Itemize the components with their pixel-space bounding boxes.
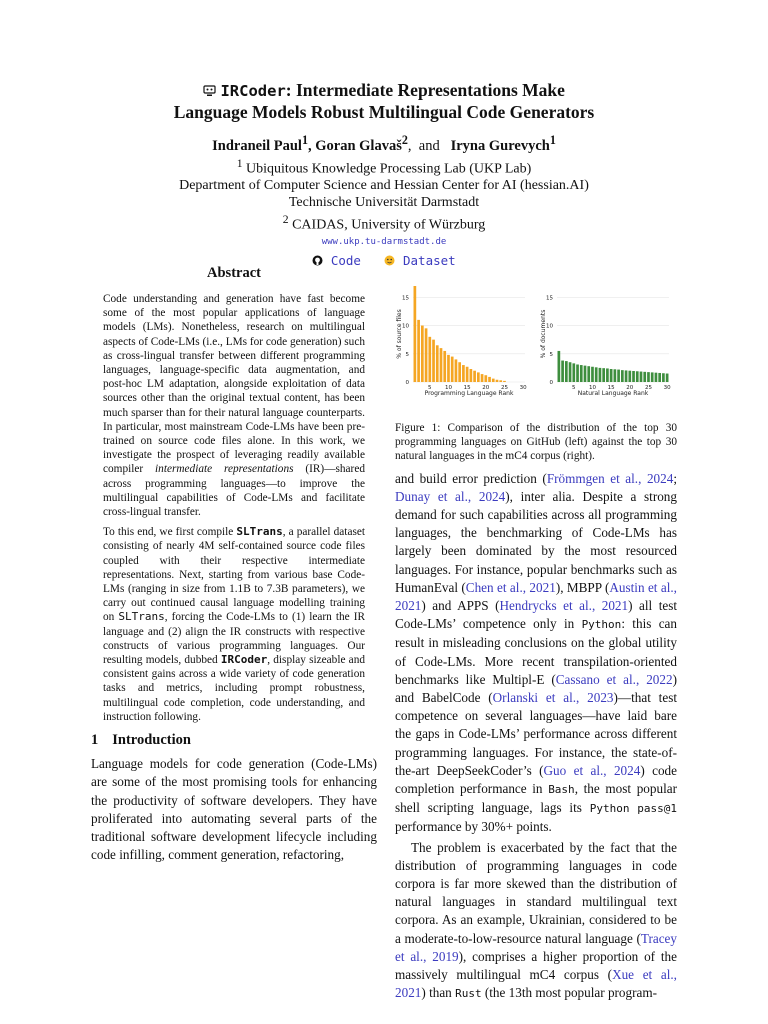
- bar: [496, 380, 499, 382]
- bar: [643, 372, 646, 382]
- x-tick-label: 15: [607, 385, 615, 391]
- y-axis-label: % of documents: [540, 309, 547, 359]
- paper-header: [0, 80, 768, 268]
- text-run: ) and APPS (: [421, 598, 500, 614]
- y-tick-label: 5: [405, 351, 409, 358]
- left-column: [91, 265, 377, 864]
- bar: [503, 381, 506, 382]
- bar: [417, 320, 420, 382]
- author-sup: 1: [549, 133, 556, 147]
- bar: [436, 345, 439, 382]
- text-run: ) all test Code-LMs’ competence only in: [395, 598, 678, 632]
- bar: [432, 340, 435, 382]
- author-sep: , and: [407, 137, 447, 154]
- dataset-name: SLTrans: [236, 525, 283, 539]
- dataset-link-label: Dataset: [403, 253, 456, 269]
- text-run: )—that test competence on several languages—have laid bare the gaps in Code-LMs’ performance across different programming languages. For instance, the state-of-the-art DeepSeekCoder’s (: [395, 690, 677, 778]
- bar: [640, 372, 643, 382]
- title-line1: : Intermediate Representations Make: [285, 80, 565, 100]
- abstract-paragraph-1: [103, 292, 365, 519]
- bar: [599, 368, 602, 382]
- affiliation-3: Technische Universität Darmstadt: [288, 195, 480, 211]
- y-tick-label: 0: [405, 380, 409, 386]
- text-run: ), MBPP (: [555, 579, 610, 595]
- bar: [425, 328, 428, 382]
- bar: [602, 368, 605, 382]
- bar: [492, 379, 495, 382]
- model-name: IRCoder: [220, 653, 268, 667]
- abstract-paragraph-2: [103, 525, 365, 724]
- text-run: (IR)—shared across programming languages—to improve the multilingual capabilities of Code-LMs and facilitate cross-lingual transfer.: [103, 463, 365, 519]
- text-run: ), inter alia. Despite a strong demand for such capabilities across all programming languages, the benchmarking of Code-LMs has largely been dominated by the most resourced languages. For instance, popular benchmarks such as HumanEval (: [395, 488, 677, 595]
- bar: [647, 372, 650, 382]
- affil-text: Ubiquitous Knowledge Processing Lab (UKP Lab): [242, 161, 532, 177]
- text-run: : this can result in misleading conclusions on the global utility of Code-LMs. More recent transpilation-oriented benchmarks like Multipl-E (: [395, 616, 677, 687]
- bar: [565, 361, 568, 382]
- bar: [587, 366, 590, 382]
- text-run: The problem is exacerbated by the fact that the distribution of programming languages in code corpora is far more skewed than the distribution of natural languages in standard multilingual text corpora. As an example, Ukrainian, considered to be a moderate-to-low-resource natural language (: [395, 839, 677, 946]
- author-name: Iryna Gurevych: [450, 137, 550, 154]
- citation-link[interactable]: Tracey et al., 2019: [395, 930, 677, 964]
- text-run: , a parallel dataset consisting of nearly 4M self-contained source code files coupled with their respective intermediate representations. Next, starting from various base Code-LMs (ranging in size from 1.1B to 7.3B parameters), we carry out continued causal language modelling training on: [103, 526, 366, 624]
- bar: [477, 372, 480, 382]
- affil-sup: 2: [282, 213, 289, 227]
- y-tick-label: 15: [402, 295, 409, 302]
- x-tick-label: 5: [428, 385, 432, 391]
- hugging-face-icon: [384, 253, 403, 268]
- bar: [470, 369, 473, 382]
- lab-url-link[interactable]: www.ukp.tu-darmstadt.de: [321, 237, 447, 248]
- text-run: ) code completion performance in: [395, 762, 677, 797]
- text-run: ;: [673, 470, 677, 486]
- bar: [561, 361, 564, 382]
- bar: [591, 367, 594, 382]
- citation-link[interactable]: Chen et al., 2021: [465, 579, 556, 595]
- bar: [443, 351, 446, 382]
- author-list: [0, 131, 768, 155]
- chart-natural-languages: [540, 295, 671, 397]
- bar: [481, 374, 484, 382]
- text-run-italic: intermediate representations: [155, 463, 294, 476]
- bar: [651, 372, 654, 382]
- dataset-name: SLTrans: [118, 610, 165, 624]
- author-sup: 2: [401, 133, 408, 147]
- bar: [662, 373, 665, 382]
- bar: [606, 368, 609, 382]
- y-axis-label: % of source files: [396, 309, 403, 359]
- chart-programming-languages: [396, 286, 527, 397]
- bar: [628, 371, 631, 382]
- bar: [655, 373, 658, 382]
- author-name: Indraneil Paul: [212, 137, 302, 154]
- bar: [584, 366, 587, 382]
- affiliation-1: [0, 155, 768, 178]
- right-column: [395, 278, 677, 1004]
- x-tick-label: 25: [500, 385, 508, 391]
- y-tick-label: 10: [402, 323, 409, 330]
- section-number: 1: [91, 732, 99, 749]
- code-term: Bash: [548, 783, 575, 797]
- bar: [484, 375, 487, 382]
- bar: [576, 364, 579, 382]
- author-name: Goran Glavaš: [315, 137, 402, 154]
- bar: [614, 369, 617, 382]
- intro-paragraph-1: Language models for code generation (Code-LMs) are some of the most promising tools for enhancing the productivity of software developers. They have proliferated into automating several parts of the traditional software development lifecycle including code infilling, comment generation, refactoring,: [91, 756, 377, 863]
- text-run: , forcing the Code-LMs to (1) learn the IR language and (2) align the IR constructs with respective constructs of various programming languages. Our resulting models, dubbed: [103, 611, 365, 667]
- text-run: Code understanding and generation have fast become some of the most popular applications of language models (LMs). Nonetheless, research on multilingual aspects of Code-LMs (i.e., LMs for code generation) such as cross-lingual transfer between different programming languages, language-specific data augmentation, and post-hoc LM adaptation, alongside exploitation of data sources other than the original textual content, has been much sparser than for their natural language counterparts. In particular, most mainstream Code-LMs have been pre-trained on source code files alone. In this work, we investigate the prospect of leveraging readily available compiler: [103, 293, 365, 476]
- citation-link[interactable]: Guo et al., 2024: [543, 762, 641, 778]
- citation-link[interactable]: Xue et al., 2021: [395, 967, 677, 1001]
- right-body: [395, 470, 677, 1004]
- text-run: ), comprises a higher proportion of the massively multilingual mC4 corpus (: [395, 948, 677, 983]
- bar: [658, 373, 661, 382]
- affiliation-2: Department of Computer Science and Hessian Center for AI (hessian.AI): [179, 178, 589, 194]
- section-title: Introduction: [112, 732, 191, 749]
- bar: [621, 370, 624, 382]
- bar: [595, 367, 598, 382]
- figure-1-charts: [395, 278, 677, 400]
- text-run: and build error prediction (: [395, 470, 547, 486]
- x-tick-label: 15: [463, 385, 471, 391]
- y-tick-label: 10: [546, 323, 553, 330]
- bar: [421, 326, 424, 382]
- bar: [488, 377, 491, 382]
- bar: [455, 359, 458, 382]
- author-sep: ,: [308, 137, 316, 154]
- citation-link[interactable]: Orlanski et al., 2023: [492, 690, 614, 706]
- computer-icon: [203, 80, 220, 100]
- abstract-body: [91, 292, 377, 724]
- code-link-label: Code: [330, 253, 361, 269]
- bar: [666, 374, 669, 382]
- citation-link[interactable]: Hendrycks et al., 2021: [499, 598, 629, 614]
- x-tick-label: 10: [588, 385, 596, 391]
- bar: [572, 363, 575, 382]
- bar: [440, 348, 443, 382]
- paper-title: [0, 80, 768, 123]
- bar: [428, 337, 431, 382]
- text-run: ) and BabelCode (: [395, 671, 677, 706]
- text-run: , the most popular shell scripting language, lags its: [395, 781, 677, 816]
- bar: [580, 365, 583, 382]
- bar: [499, 380, 502, 382]
- dataset-link[interactable]: [384, 253, 455, 268]
- author-sup: 1: [301, 133, 308, 147]
- bar: [466, 367, 469, 382]
- bar: [451, 357, 454, 382]
- bar: [458, 362, 461, 382]
- section-heading-introduction: [91, 732, 377, 749]
- bar: [617, 370, 620, 382]
- bar: [625, 370, 628, 382]
- x-tick-label: 5: [572, 385, 576, 391]
- y-tick-label: 15: [546, 295, 553, 302]
- text-run: ) than: [421, 985, 456, 1001]
- y-tick-label: 0: [549, 380, 553, 386]
- x-tick-label: 25: [644, 385, 652, 391]
- citation-link[interactable]: Frömmgen et al., 2024: [546, 470, 674, 486]
- bar: [558, 351, 561, 382]
- text-run: , display sizeable and consistent gains across a wide variety of code generation tasks and metrics, including prompt robustness, multilingual code completion, code understanding, and instruction following.: [103, 654, 365, 723]
- bar: [447, 355, 450, 382]
- affiliation-4: [0, 211, 768, 234]
- bar: [473, 371, 476, 382]
- title-line2: Language Models Robust Multilingual Code Generators: [173, 102, 595, 122]
- bar: [462, 365, 465, 382]
- right-paragraph-1: [395, 470, 677, 837]
- bar: [414, 286, 417, 382]
- x-tick-label: 10: [444, 385, 452, 391]
- text-run: (the 13th most popular program-: [481, 985, 658, 1001]
- x-tick-label: 20: [482, 385, 490, 391]
- code-term: Python: [581, 618, 622, 632]
- text-run: To this end, we first compile: [103, 526, 237, 539]
- x-tick-label: 30: [519, 385, 527, 391]
- code-term: pass@1: [637, 802, 678, 816]
- bar: [569, 362, 572, 382]
- x-tick-label: 20: [626, 385, 634, 391]
- bar: [636, 371, 639, 382]
- code-term: Python: [589, 802, 630, 816]
- x-axis-label: Natural Language Rank: [577, 390, 649, 397]
- citation-link[interactable]: Austin et al., 2021: [395, 579, 677, 614]
- text-run: performance by 30%+ points.: [395, 819, 552, 835]
- y-tick-label: 5: [549, 351, 553, 358]
- affil-sup: 1: [236, 156, 243, 170]
- x-tick-label: 30: [663, 385, 671, 391]
- intro-body: [91, 755, 377, 864]
- affil-text: CAIDAS, University of Würzburg: [288, 218, 486, 234]
- bar: [610, 369, 613, 382]
- abstract-heading: Abstract: [207, 265, 261, 281]
- figure-caption: Figure 1: Comparison of the distribution of the top 30 programming languages on GitHub (left) against the top 30 natural languages in the mC4 corpus (right).: [395, 422, 677, 463]
- bar: [632, 371, 635, 382]
- code-term: Rust: [455, 987, 482, 1001]
- right-paragraph-2: [395, 839, 677, 1004]
- citation-link[interactable]: Dunay et al., 2024: [395, 488, 506, 504]
- figure-1: [395, 278, 677, 464]
- title-model-name: IRCoder: [220, 82, 286, 100]
- citation-link[interactable]: Cassano et al., 2022: [555, 671, 673, 687]
- x-axis-label: Programming Language Rank: [424, 390, 514, 397]
